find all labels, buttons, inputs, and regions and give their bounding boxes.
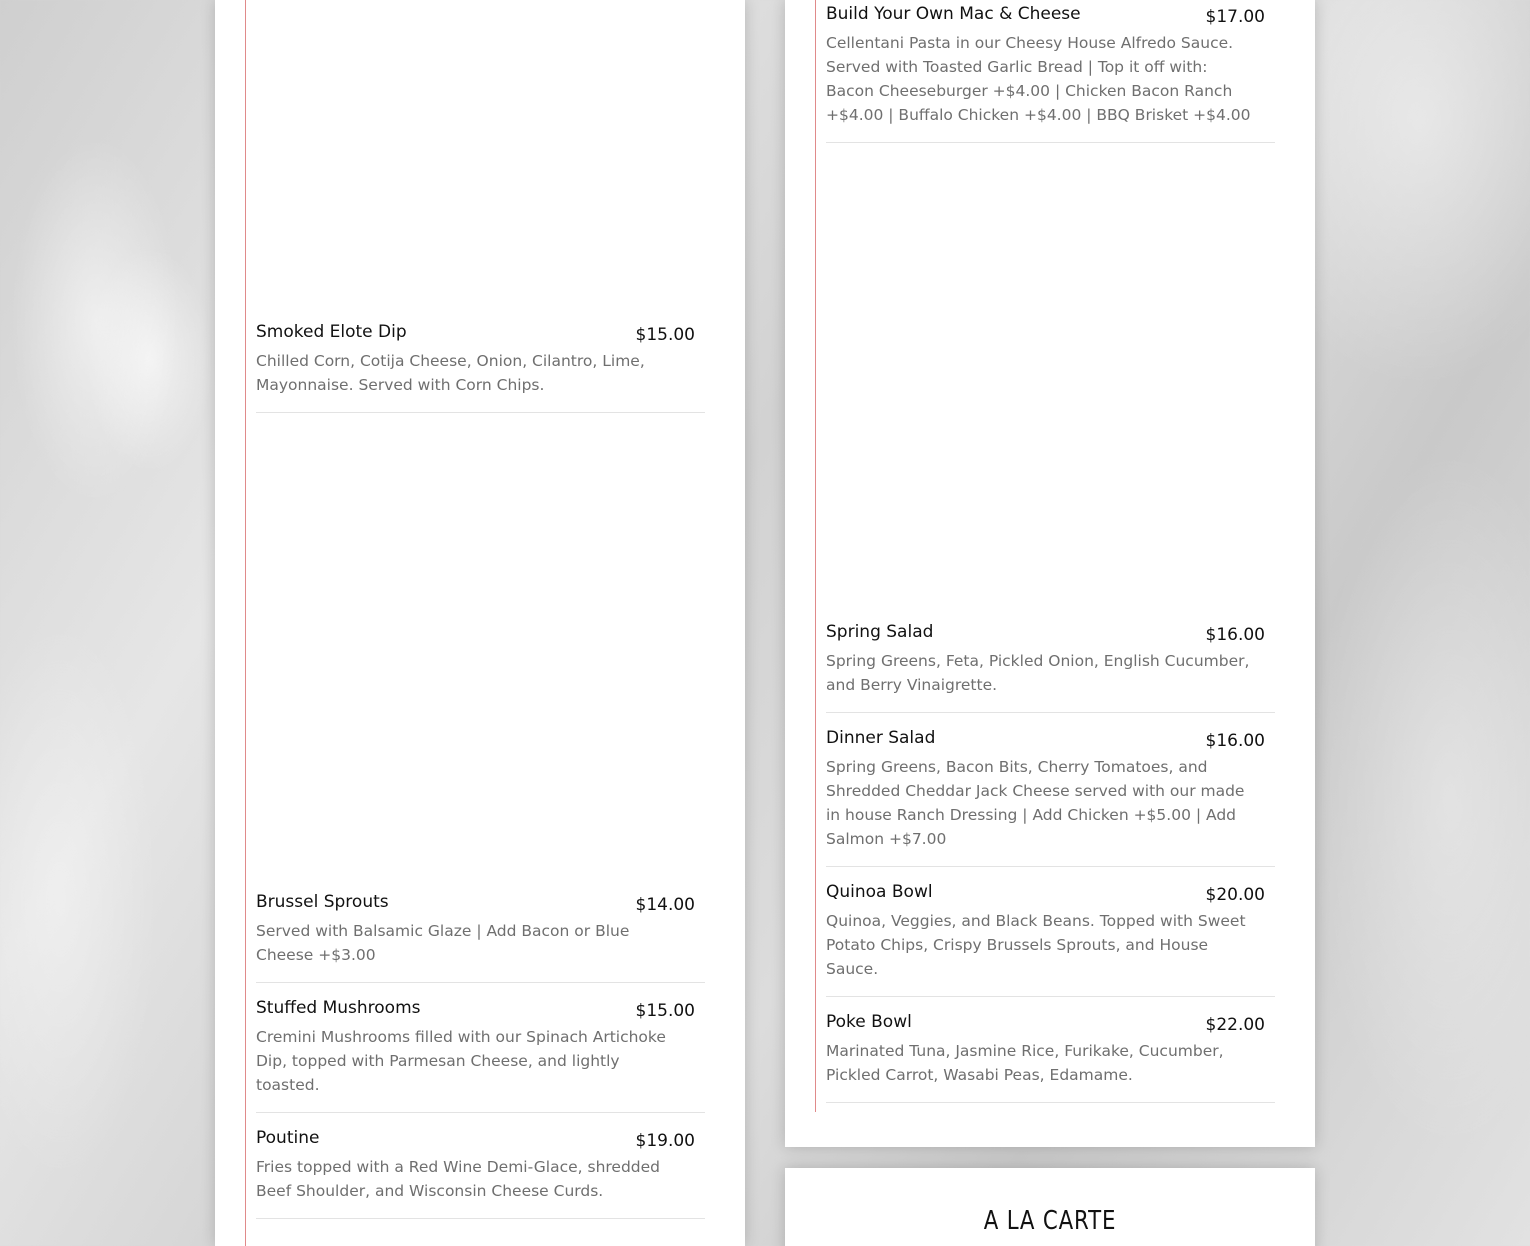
menu-item-name: Stuffed Mushrooms bbox=[256, 998, 421, 1018]
menu-item bbox=[256, 996, 705, 1113]
menu-item bbox=[256, 1126, 705, 1219]
menu-item-price: $16.00 bbox=[1205, 625, 1265, 645]
menu-divider-line bbox=[245, 0, 246, 1246]
menu-item-name: Poutine bbox=[256, 1128, 320, 1148]
menu-item bbox=[826, 726, 1275, 867]
menu-item-name: Build Your Own Mac & Cheese bbox=[826, 4, 1081, 24]
menu-item-description: Cremini Mushrooms filled with our Spinach Artichoke Dip, topped with Parmesan Cheese, and lightly toasted. bbox=[256, 1028, 666, 1094]
menu-item-price: $14.00 bbox=[635, 895, 695, 915]
menu-item-price: $17.00 bbox=[1205, 7, 1265, 27]
menu-item-name: Poke Bowl bbox=[826, 1012, 912, 1032]
menu-section-card bbox=[785, 1168, 1315, 1246]
menu-item-description: Served with Balsamic Glaze | Add Bacon or Blue Cheese +$3.00 bbox=[256, 922, 630, 964]
menu-item-price: $19.00 bbox=[635, 1131, 695, 1151]
menu-item-price: $15.00 bbox=[635, 325, 695, 345]
menu-card-right bbox=[785, 0, 1315, 1147]
menu-item-price: $20.00 bbox=[1205, 885, 1265, 905]
menu-item-name: Dinner Salad bbox=[826, 728, 936, 748]
menu-item bbox=[826, 880, 1275, 997]
menu-item-description: Cellentani Pasta in our Cheesy House Alfredo Sauce. Served with Toasted Garlic Bread | Top it off with: Bacon Cheeseburger +$4.00 | Chicken Bacon Ranch +$4.00 | Buffalo Chicken +$4.00 | BBQ Brisket +$4.00 bbox=[826, 34, 1251, 124]
menu-item-description: Quinoa, Veggies, and Black Beans. Topped with Sweet Potato Chips, Crispy Brussels Sprouts, and House Sauce. bbox=[826, 912, 1246, 978]
menu-item-description: Spring Greens, Feta, Pickled Onion, English Cucumber, and Berry Vinaigrette. bbox=[826, 652, 1250, 694]
menu-item-price: $15.00 bbox=[635, 1001, 695, 1021]
menu-divider-line bbox=[815, 0, 816, 1112]
menu-item bbox=[256, 320, 705, 413]
menu-item-description: Spring Greens, Bacon Bits, Cherry Tomatoes, and Shredded Cheddar Jack Cheese served with our made in house Ranch Dressing | Add Chicken +$5.00 | Add Salmon +$7.00 bbox=[826, 758, 1245, 848]
menu-item-price: $22.00 bbox=[1205, 1015, 1265, 1035]
menu-card-left bbox=[215, 0, 745, 1246]
menu-item bbox=[826, 1010, 1275, 1103]
menu-item bbox=[256, 890, 705, 983]
menu-item-description: Fries topped with a Red Wine Demi-Glace, shredded Beef Shoulder, and Wisconsin Cheese Curds. bbox=[256, 1158, 661, 1200]
menu-item-name: Smoked Elote Dip bbox=[256, 322, 407, 342]
menu-item-name: Quinoa Bowl bbox=[826, 882, 933, 902]
menu-item-price: $16.00 bbox=[1205, 731, 1265, 751]
menu-item-description: Chilled Corn, Cotija Cheese, Onion, Cilantro, Lime, Mayonnaise. Served with Corn Chips. bbox=[256, 352, 645, 394]
menu-item-name: Brussel Sprouts bbox=[256, 892, 389, 912]
section-title: A LA CARTE bbox=[983, 1206, 1117, 1236]
menu-item bbox=[826, 620, 1275, 713]
menu-item-name: Spring Salad bbox=[826, 622, 934, 642]
menu-item-description: Marinated Tuna, Jasmine Rice, Furikake, Cucumber, Pickled Carrot, Wasabi Peas, Edamame. bbox=[826, 1042, 1224, 1084]
menu-item bbox=[826, 2, 1275, 143]
